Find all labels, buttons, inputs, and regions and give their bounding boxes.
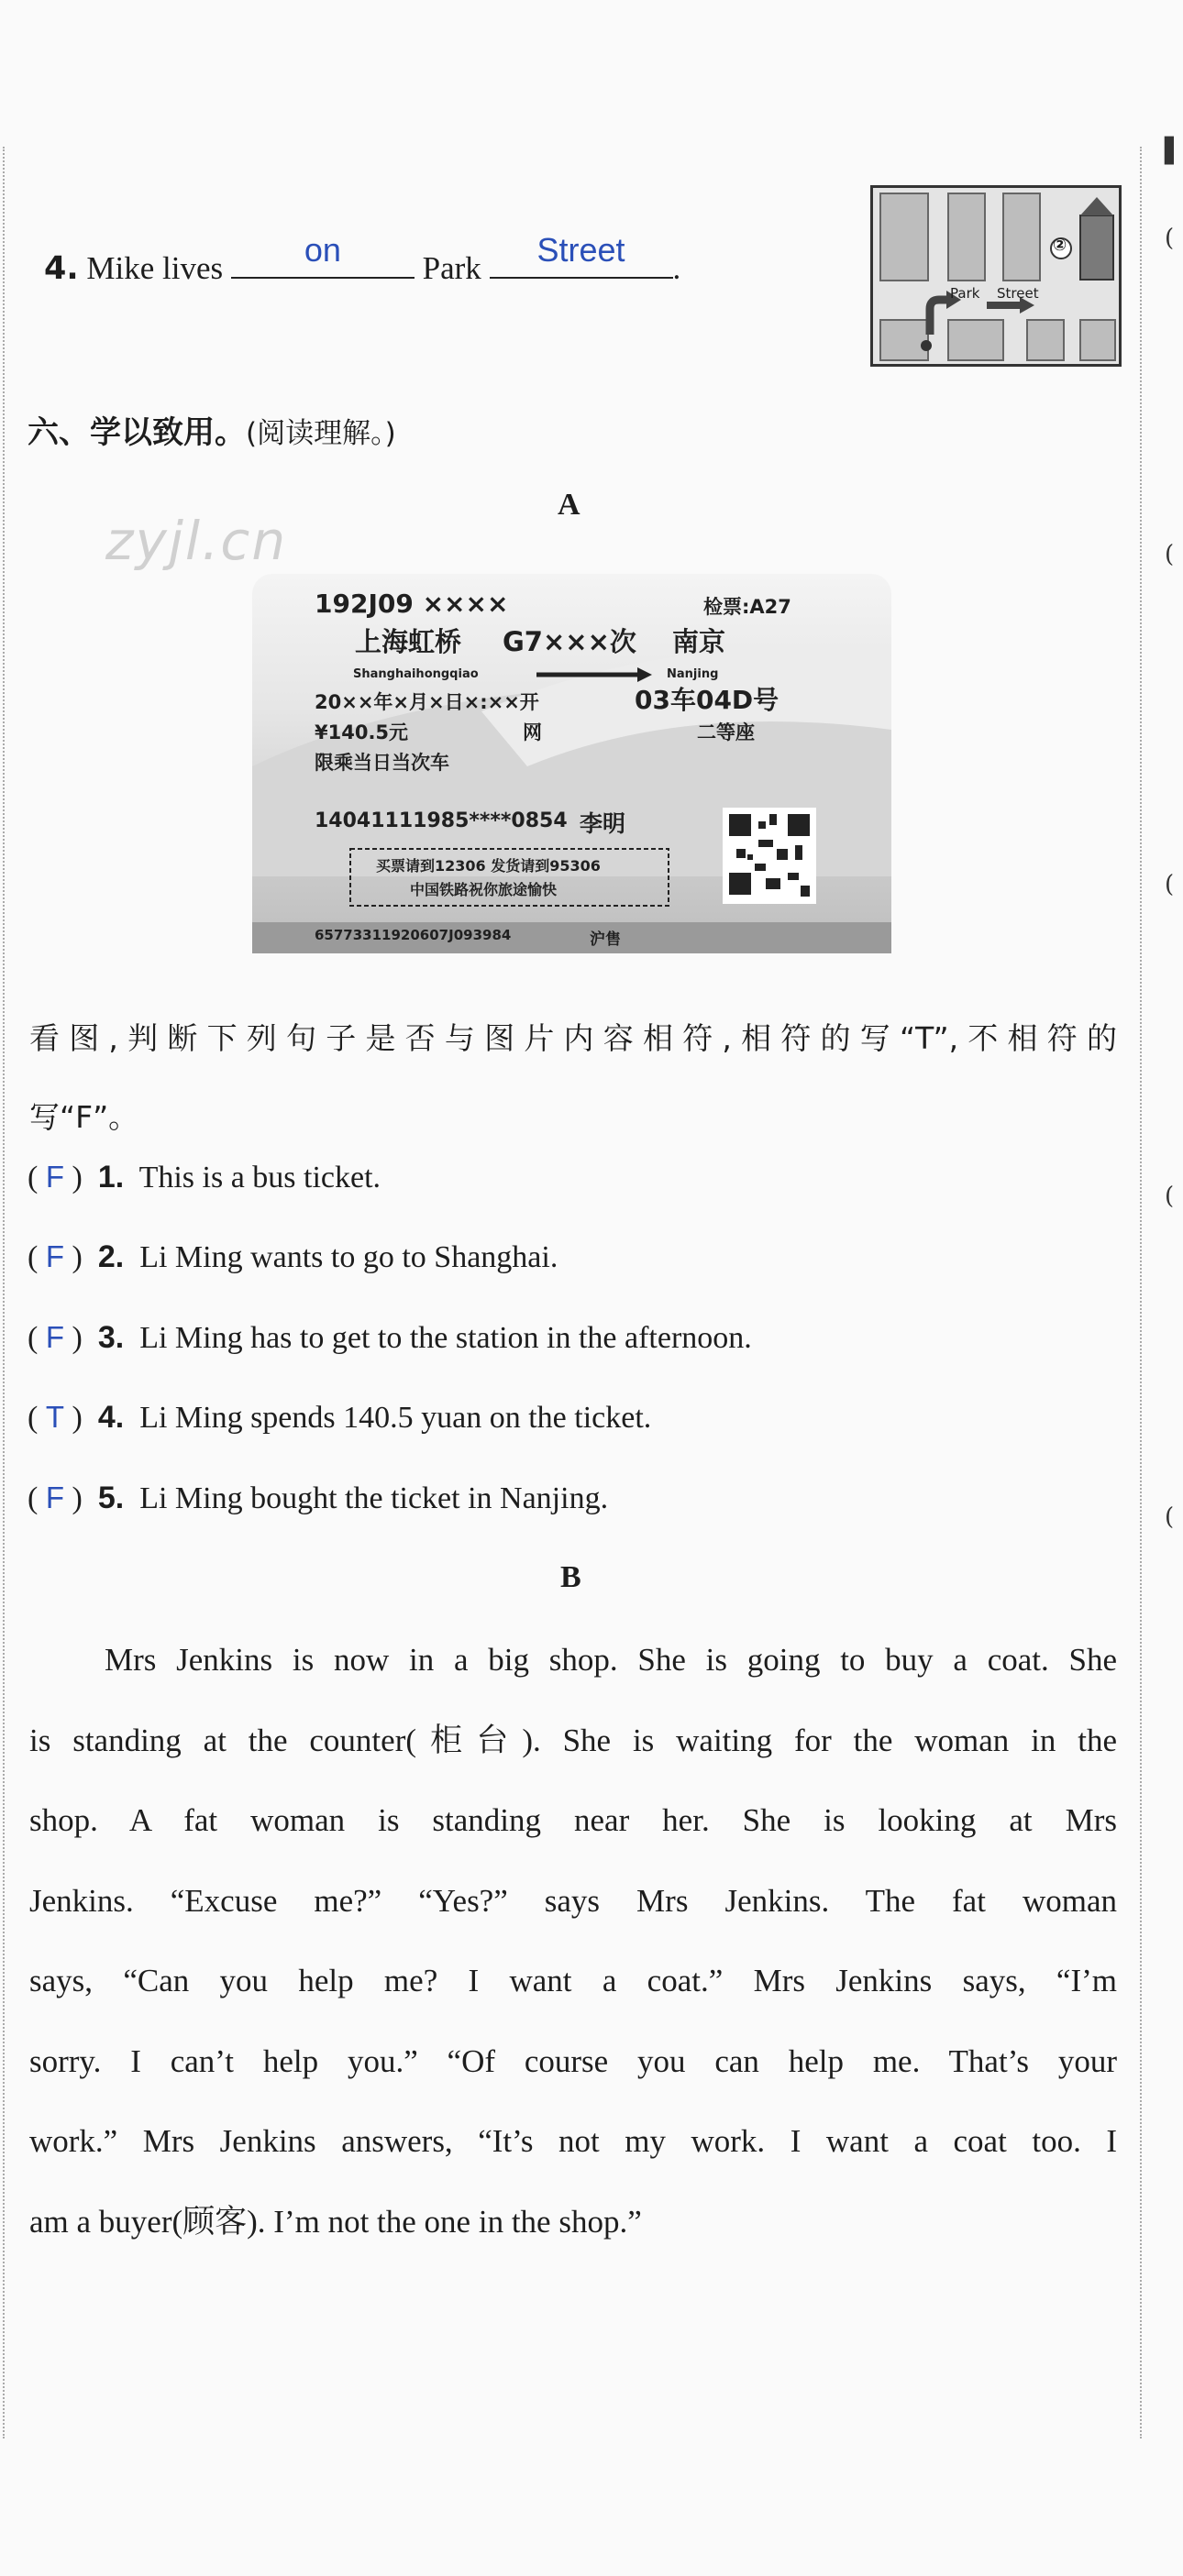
edge-mark: (	[1165, 1183, 1175, 1210]
watermark: zyjl.cn	[105, 510, 288, 572]
train-ticket-image	[252, 574, 891, 953]
edge-mark: ▌	[1165, 138, 1183, 165]
question-3-answer[interactable]: F	[45, 1320, 64, 1354]
ticket-box-line-2: 中国铁路祝你旅途愉快	[410, 881, 558, 898]
q4-middle: Park	[422, 250, 481, 286]
ticket-to: 南京	[672, 626, 726, 657]
question-4-number: 4.	[97, 1400, 125, 1435]
passage-line: Jenkins. “Excuse me?” “Yes?” says Mrs Jenkins. The fat woman	[29, 1882, 1117, 1919]
q4-number: 4.	[44, 250, 79, 287]
question-4: ( T ) 4. Li Ming spends 140.5 yuan on the ticket.	[28, 1400, 652, 1435]
question-1-number: 1.	[97, 1160, 125, 1194]
question-2: ( F ) 2. Li Ming wants to go to Shanghai.	[28, 1239, 558, 1274]
question-5-text: Li Ming bought the ticket in Nanjing.	[139, 1481, 609, 1515]
q4-answer-2: Street	[536, 231, 625, 269]
right-margin-dotted-line	[1140, 147, 1142, 2438]
map-label-park: Park	[950, 285, 980, 302]
ticket-from-en: Shanghaihongqiao	[353, 667, 479, 681]
ticket-box-line-1: 买票请到12306 发货请到95306	[376, 857, 601, 875]
q4-period: .	[672, 250, 681, 286]
edge-mark: (	[1165, 225, 1175, 252]
q4-prefix: Mike lives	[86, 250, 224, 286]
question-2-answer[interactable]: F	[45, 1239, 64, 1273]
ticket-channel: 网	[523, 721, 542, 743]
passage-line: is standing at the counter(柜台). She is waiting for the woman in the	[29, 1722, 1117, 1758]
question-1-text: This is a bus ticket.	[138, 1161, 381, 1194]
map-circle-number: ②	[1053, 236, 1067, 255]
section-title: 六、学以致用。	[28, 414, 246, 451]
q4-line	[44, 231, 681, 287]
street-map-svg	[873, 188, 1119, 364]
question-2-number: 2.	[97, 1239, 125, 1274]
question-3-number: 3.	[97, 1320, 125, 1355]
question-1-answer[interactable]: F	[45, 1160, 64, 1194]
ticket-note: 限乘当日当次车	[315, 752, 449, 774]
question-4-answer[interactable]: T	[45, 1400, 64, 1434]
ticket-gate: 检票:A27	[703, 596, 791, 618]
question-4-text: Li Ming spends 140.5 yuan on the ticket.	[139, 1401, 652, 1435]
q4-answer-1: on	[304, 231, 341, 269]
section-subtitle: (阅读理解。)	[246, 417, 396, 450]
instructions-line-1: 看图,判断下列句子是否与图片内容相符,相符的写“T”,不相符的	[29, 1020, 1117, 1056]
ticket-to-en: Nanjing	[667, 667, 719, 681]
edge-mark: (	[1165, 1503, 1175, 1531]
part-b-label: B	[560, 1560, 581, 1594]
passage-b	[29, 1620, 1117, 2262]
q4-blank-1[interactable]	[231, 231, 415, 279]
question-5-number: 5.	[97, 1481, 125, 1515]
ticket-office: 沪售	[590, 930, 621, 949]
section-heading	[28, 407, 396, 452]
instructions-line-2: 写“F”。	[29, 1099, 139, 1135]
ticket-seat: 03车04D号	[635, 685, 779, 715]
part-a-label: A	[558, 488, 580, 522]
question-2-text: Li Ming wants to go to Shanghai.	[139, 1240, 558, 1274]
ticket-from: 上海虹桥	[355, 626, 462, 657]
edge-mark: (	[1165, 871, 1175, 898]
passage-line: says, “Can you help me? I want a coat.” Mrs Jenkins says, “I’m	[29, 1963, 1117, 1998]
ticket-datetime: 20××年×月×日×:××开	[315, 691, 539, 713]
question-3-text: Li Ming has to get to the station in the afternoon.	[139, 1321, 752, 1355]
ticket-serial: 65773311920607J093984	[315, 927, 512, 943]
street-map-illustration	[870, 185, 1122, 367]
q4-blank-2[interactable]	[490, 231, 673, 279]
question-1: ( F ) 1. This is a bus ticket.	[28, 1160, 381, 1194]
ticket-name: 李明	[580, 810, 626, 837]
ticket-seat-class: 二等座	[697, 721, 755, 743]
ticket-code: 192J09 ××××	[315, 589, 509, 619]
ticket-price: ¥140.5元	[315, 721, 409, 743]
edge-mark: (	[1165, 541, 1175, 568]
left-margin-dotted-line	[3, 147, 5, 2438]
question-5: ( F ) 5. Li Ming bought the ticket in Nanjing.	[28, 1481, 609, 1515]
ticket-train: G7×××次	[503, 626, 636, 657]
passage-line: sorry. I can’t help you.” “Of course you can help me. That’s your	[29, 2042, 1117, 2079]
passage-line: shop. A fat woman is standing near her. She is looking at Mrs	[29, 1802, 1117, 1838]
passage-line: am a buyer(顾客). I’m not the one in the shop.”	[29, 2203, 642, 2240]
question-5-answer[interactable]: F	[45, 1481, 64, 1514]
passage-line: Mrs Jenkins is now in a big shop. She is going to buy a coat. She	[105, 1642, 1117, 1678]
instructions	[29, 999, 1117, 1157]
question-3: ( F ) 3. Li Ming has to get to the station in the afternoon.	[28, 1320, 752, 1355]
ticket-id: 14041111985****0854	[315, 809, 568, 832]
map-label-street: Street	[997, 285, 1039, 302]
passage-line: work.” Mrs Jenkins answers, “It’s not my work. I want a coat too. I	[29, 2123, 1117, 2159]
